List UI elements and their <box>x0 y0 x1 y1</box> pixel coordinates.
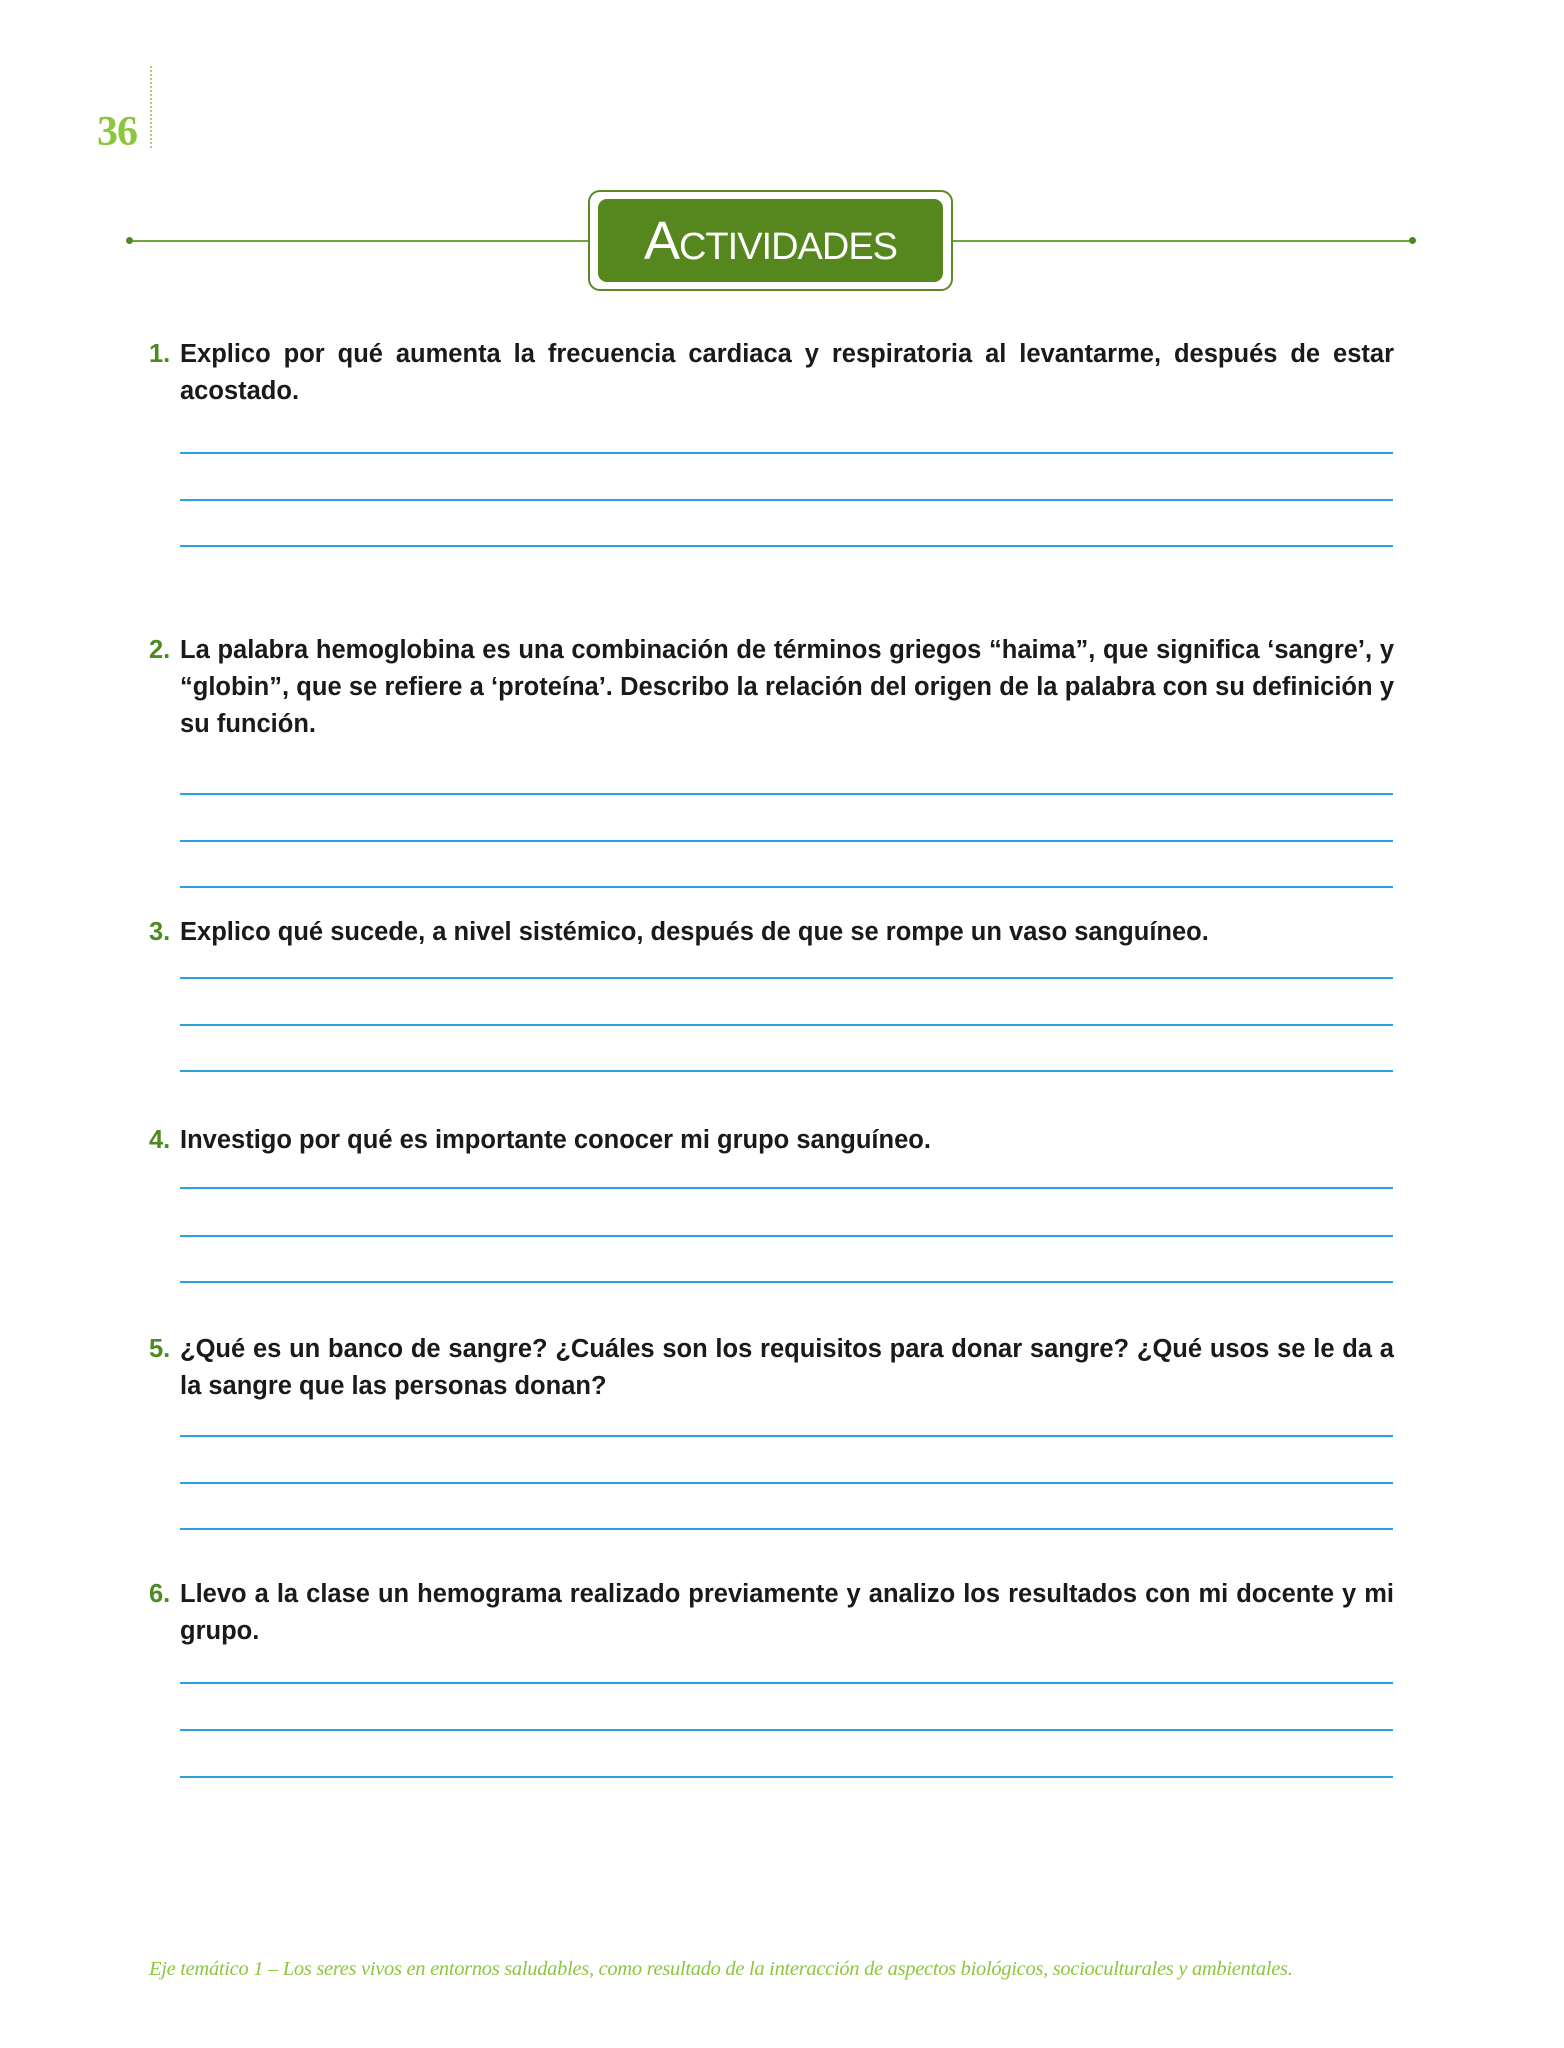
answer-line[interactable] <box>180 1187 1393 1189</box>
answer-line[interactable] <box>180 1528 1393 1530</box>
answer-line[interactable] <box>180 545 1393 547</box>
answer-line[interactable] <box>180 1729 1393 1731</box>
question-2 <box>149 632 1394 743</box>
question-1 <box>149 336 1394 410</box>
answer-line[interactable] <box>180 793 1393 795</box>
answer-line[interactable] <box>180 1024 1393 1026</box>
answer-line[interactable] <box>180 1235 1393 1237</box>
question-text: Investigo por qué es importante conocer mi grupo sanguíneo. <box>180 1126 931 1154</box>
question-number: 6. <box>149 1580 171 1608</box>
question-text: Explico por qué aumenta la frecuencia cardiaca y respiratoria al levantarme, después de estar acostado. <box>180 340 1394 405</box>
answer-line[interactable] <box>180 1682 1393 1684</box>
answer-line[interactable] <box>180 1776 1393 1778</box>
answer-line[interactable] <box>180 977 1393 979</box>
answer-line[interactable] <box>180 840 1393 842</box>
section-title: Actividades <box>598 199 943 282</box>
header-rule-left-dot <box>126 237 133 244</box>
answer-line[interactable] <box>180 1482 1393 1484</box>
header-rule-right-dot <box>1409 237 1416 244</box>
question-number: 1. <box>149 340 171 368</box>
answer-line[interactable] <box>180 886 1393 888</box>
answer-line[interactable] <box>180 499 1393 501</box>
question-text: ¿Qué es un banco de sangre? ¿Cuáles son los requisitos para donar sangre? ¿Qué usos se le da a la sangre que las personas donan? <box>180 1335 1394 1400</box>
footer-caption: Eje temático 1 – Los seres vivos en entornos saludables, como resultado de la interacción de aspectos biológicos, socioculturales y ambientales. <box>149 1958 1293 1980</box>
section-title-badge <box>588 190 953 291</box>
question-number: 4. <box>149 1126 171 1154</box>
question-number: 3. <box>149 918 171 946</box>
page-number: 36 <box>97 109 137 155</box>
question-number: 2. <box>149 636 171 664</box>
question-5 <box>149 1331 1394 1405</box>
question-text: Llevo a la clase un hemograma realizado previamente y analizo los resultados con mi docente y mi grupo. <box>180 1580 1394 1645</box>
question-4 <box>149 1122 1394 1159</box>
question-6 <box>149 1576 1394 1650</box>
question-number: 5. <box>149 1335 171 1363</box>
question-3 <box>149 914 1394 951</box>
answer-line[interactable] <box>180 1281 1393 1283</box>
question-text: La palabra hemoglobina es una combinación de términos griegos “haima”, que significa ‘sangre’, y “globin”, que se refiere a ‘proteína’. Describo la relación del origen de la palabra con su definición y su función. <box>180 636 1394 738</box>
answer-line[interactable] <box>180 1435 1393 1437</box>
answer-line[interactable] <box>180 452 1393 454</box>
page-number-divider <box>150 66 152 148</box>
answer-line[interactable] <box>180 1070 1393 1072</box>
question-text: Explico qué sucede, a nivel sistémico, después de que se rompe un vaso sanguíneo. <box>180 918 1209 946</box>
